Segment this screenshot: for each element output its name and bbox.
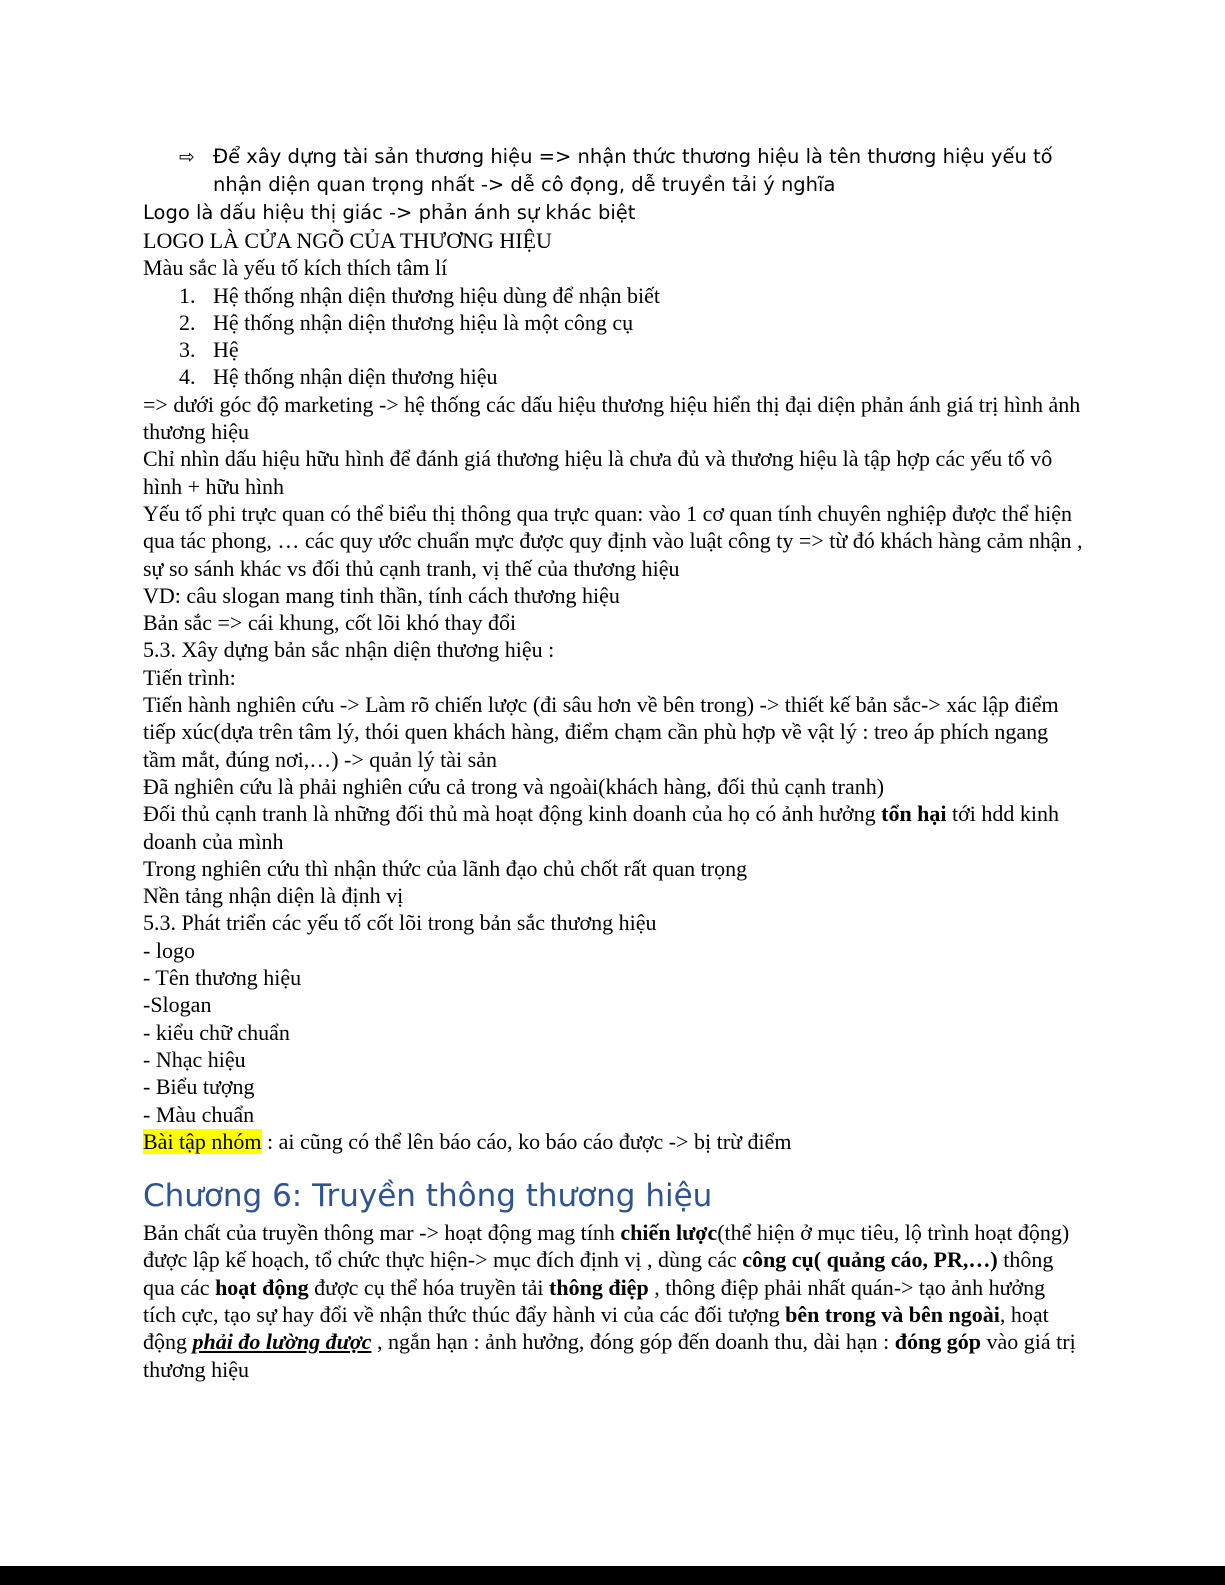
list-item — [143, 336, 1083, 363]
marketing-paragraph: => dưới góc độ marketing -> hệ thống các dấu hiệu thương hiệu hiển thị đại diện phản ánh giá trị hình ảnh thương hiệu — [143, 391, 1081, 445]
process-label: Tiến trình: — [143, 664, 236, 690]
leader-paragraph: Trong nghiên cứu thì nhận thức của lãnh đạo chủ chốt rất quan trọng — [143, 855, 748, 881]
bold-italic-underline-run: phải đo lường được — [192, 1329, 372, 1355]
list-item — [143, 363, 1083, 390]
page-bottom-bar — [0, 1566, 1225, 1585]
text-run: , hoạt động — [143, 1301, 1049, 1355]
text-run: Bản chất của truyền thông mar -> hoạt động mag tính — [143, 1220, 621, 1246]
bold-run: hoạt động — [215, 1274, 309, 1300]
competitor-text-b: tới hdd kinh doanh của mình — [143, 801, 1060, 854]
competitor-paragraph — [143, 800, 1083, 855]
list-number: 1. — [179, 282, 196, 308]
list-item: - Tên thương hiệu — [143, 965, 302, 991]
bold-run: thông điệp — [549, 1274, 649, 1300]
list-text: Hệ thống nhận diện thương hiệu — [213, 364, 498, 390]
example-paragraph: VD: câu slogan mang tinh thần, tính cách thương hiệu — [143, 582, 620, 608]
list-item: -Slogan — [143, 992, 212, 1018]
list-number: 2. — [179, 309, 196, 335]
list-item: - kiểu chữ chuẩn — [143, 1019, 290, 1045]
arrow-right-icon: ⇨ — [179, 146, 195, 168]
core-elements-list — [143, 937, 1083, 1128]
color-paragraph: Màu sắc là yếu tố kích thích tâm lí — [143, 255, 448, 281]
highlighted-text: Bài tập nhóm — [143, 1128, 262, 1154]
list-text: Hệ — [213, 337, 239, 363]
logo-paragraph: Logo là dấu hiệu thị giác -> phản ánh sự khác biệt — [143, 201, 636, 224]
list-text: Hệ thống nhận diện thương hiệu là một công cụ — [213, 309, 634, 335]
competitor-bold-text: tổn hại — [881, 801, 947, 827]
list-item: - Nhạc hiệu — [143, 1046, 246, 1072]
chapter-heading: Chương 6: Truyền thông thương hiệu — [143, 1178, 713, 1215]
group-exercise-text: : ai cũng có thể lên báo cáo, ko báo cáo được -> bị trừ điểm — [261, 1128, 792, 1154]
list-item: - logo — [143, 937, 195, 963]
list-item — [143, 309, 1083, 336]
list-item: - Biểu tượng — [143, 1074, 255, 1100]
text-run: được cụ thể hóa truyền tải — [308, 1274, 550, 1300]
arrow-bullet-item — [143, 143, 1083, 199]
research-paragraph: Đã nghiên cứu là phải nghiên cứu cả trong và ngoài(khách hàng, đối thủ cạnh tranh) — [143, 773, 885, 799]
arrow-bullet-line-2: nhận diện quan trọng nhất -> dễ cô đọng, dễ truyền tải ý nghĩa — [213, 173, 836, 196]
competitor-text-a: Đối thủ cạnh tranh là những đối thủ mà hoạt động kinh doanh của họ có ảnh hưởng — [143, 801, 882, 827]
section-heading-5-3b: 5.3. Phát triển các yếu tố cốt lõi trong bản sắc thương hiệu — [143, 910, 657, 936]
non-visual-paragraph: Yếu tố phi trực quan có thể biểu thị thông qua trực quan: vào 1 cơ quan tính chuyên nghiệp được thể hiện qua tác phong, … các quy ước chuẩn mực được quy định vào luật công ty => từ đó khách hàng cảm nhận , sự so sánh khác vs đối thủ cạnh tranh, vị thế của thương hiệu — [143, 500, 1083, 581]
text-run: , ngắn hạn : ảnh hưởng, đóng góp đến doanh thu, dài hạn : — [371, 1329, 895, 1355]
text-run: (thể hiện ở mục tiêu, lộ trình hoạt động) được lập kế hoạch, tổ chức thực hiện-> mục đích định vị , dùng các — [143, 1220, 1070, 1273]
text-run: thông qua các — [143, 1247, 1054, 1300]
bold-run: đóng góp — [894, 1329, 982, 1355]
group-exercise-paragraph — [143, 1128, 1083, 1155]
list-number: 3. — [179, 337, 196, 363]
list-text: Hệ thống nhận diện thương hiệu dùng để nhận biết — [213, 282, 660, 308]
list-item: - Màu chuẩn — [143, 1101, 255, 1127]
process-paragraph: Tiến hành nghiên cứu -> Làm rõ chiến lược (đi sâu hơn về bên trong) -> thiết kế bản sắc-> xác lập điểm tiếp xúc(dựa trên tâm lý, thói quen khách hàng, điểm chạm cần phù hợp về vật lý : treo áp phích ngang tầm mắt, đúng nơi,…) -> quản lý tài sản — [143, 692, 1059, 772]
text-run: vào giá trị thương hiệu — [143, 1329, 1076, 1382]
text-run: , thông điệp phải nhất quán-> tạo ảnh hưởng tích cực, tạo sự hay đổi về nhận thức thúc đẩy hành vi của các đối tượng — [143, 1274, 1046, 1327]
identity-paragraph: Bản sắc => cái khung, cốt lõi khó thay đổi — [143, 610, 517, 636]
visible-signs-paragraph: Chỉ nhìn dấu hiệu hữu hình để đánh giá thương hiệu là chưa đủ và thương hiệu là tập hợp các yếu tố vô hình + hữu hình — [143, 446, 1053, 499]
section-heading-5-3a: 5.3. Xây dựng bản sắc nhận diện thương hiệu : — [143, 637, 555, 663]
list-number: 4. — [179, 364, 196, 390]
numbered-list — [143, 282, 1083, 391]
foundation-paragraph: Nền tảng nhận diện là định vị — [143, 883, 404, 909]
communication-paragraph — [143, 1219, 1083, 1383]
logo-caps-paragraph: LOGO LÀ CỬA NGÕ CỦA THƯƠNG HIỆU — [143, 228, 552, 253]
bold-run: bên trong và bên ngoài — [785, 1301, 1000, 1327]
document-body — [143, 143, 1083, 1383]
arrow-bullet-line-1: Để xây dựng tài sản thương hiệu => nhận thức thương hiệu là tên thương hiệu yếu tố — [213, 145, 1053, 168]
list-item — [143, 282, 1083, 309]
bold-run: công cụ( quảng cáo, PR,…) — [742, 1247, 998, 1273]
bold-run: chiến lược — [620, 1220, 718, 1246]
